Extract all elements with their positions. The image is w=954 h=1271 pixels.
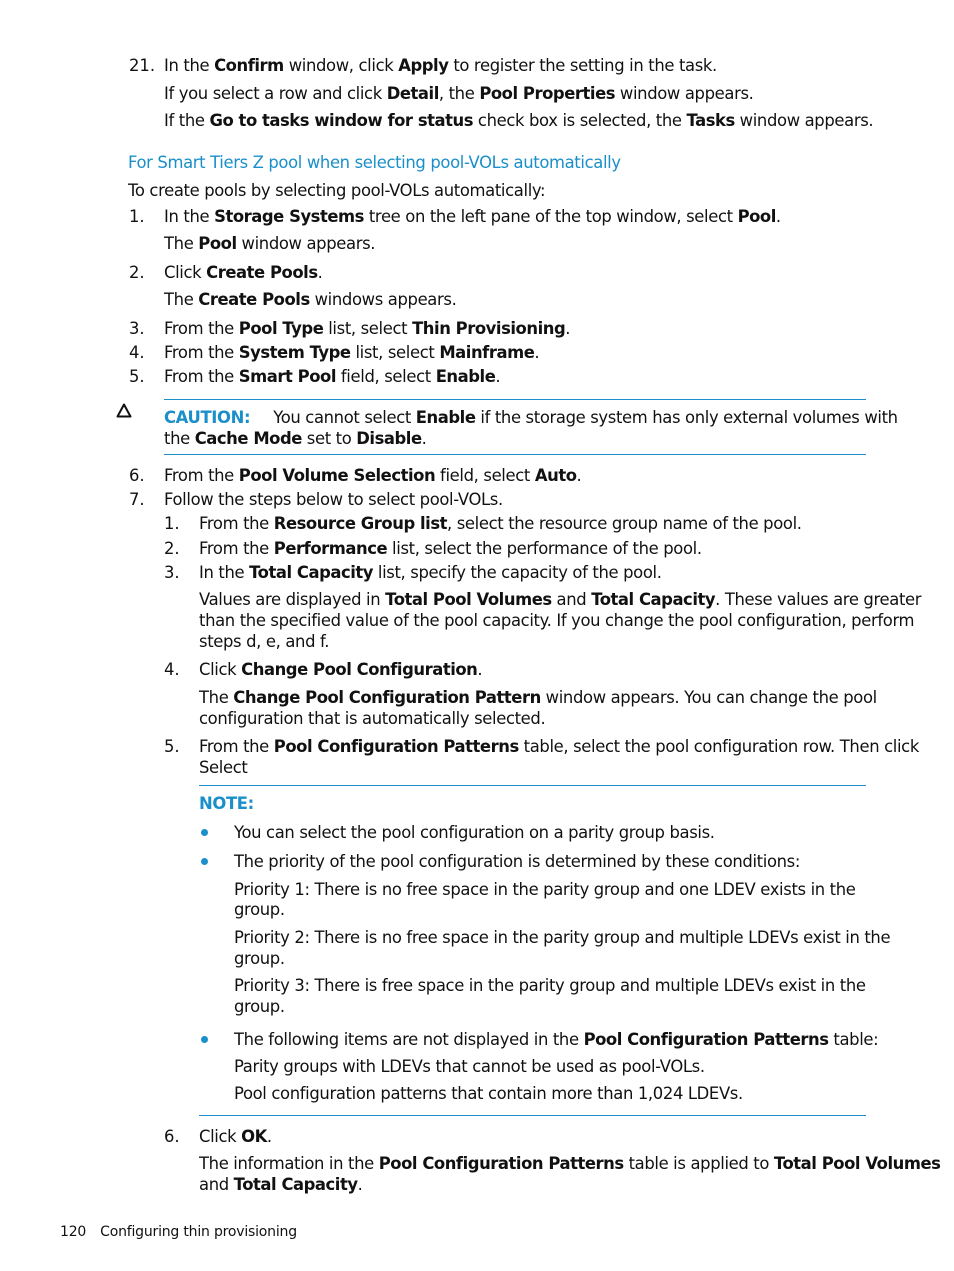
substep-number: 4. (164, 660, 180, 679)
step-21-detail-text: If you select a row and click Detail, the Pool Properties window appears. (164, 84, 754, 103)
note-bullet-3: The following items are not displayed in the Pool Configuration Patterns table: (234, 1030, 879, 1049)
substep-number: 6. (164, 1127, 180, 1146)
step-number: 3. (129, 319, 145, 338)
step-7-text: Follow the steps below to select pool-VOLs. (164, 490, 503, 509)
substep-6-para-line1: The information in the Pool Configuration Patterns table is applied to Total Pool Volumes (199, 1154, 941, 1173)
substep-number: 3. (164, 563, 180, 582)
substep-2-text: From the Performance list, select the performance of the pool. (199, 539, 702, 558)
step-number: 2. (129, 263, 145, 282)
note-top-rule (199, 785, 866, 786)
priority-3-line2: group. (234, 997, 285, 1016)
substep-number: 5. (164, 737, 180, 756)
step-number: 5. (129, 367, 145, 386)
substep-3-para-line3: steps d, e, and f. (199, 632, 330, 651)
page-number: 120 (60, 1224, 87, 1240)
substep-3-para-line2: than the specified value of the pool capacity. If you change the pool configuration, perform (199, 611, 915, 630)
priority-2-line1: Priority 2: There is no free space in the parity group and multiple LDEVs exist in the (234, 928, 891, 947)
step-4-text: From the System Type list, select Mainframe. (164, 343, 540, 362)
step-21-tasks-text: If the Go to tasks window for status check box is selected, the Tasks window appears. (164, 111, 874, 130)
substep-4-para-line1: The Change Pool Configuration Pattern window appears. You can change the pool (199, 688, 877, 707)
step-1-result: The Pool window appears. (164, 234, 376, 253)
step-5-text: From the Smart Pool field, select Enable. (164, 367, 501, 386)
substep-4-text: Click Change Pool Configuration. (199, 660, 483, 679)
priority-2-line2: group. (234, 949, 285, 968)
substep-4-para-line2: configuration that is automatically selected. (199, 709, 546, 728)
bullet-icon (201, 1036, 208, 1043)
note-bottom-rule (199, 1115, 866, 1116)
substep-number: 1. (164, 514, 180, 533)
note-bullet-2: The priority of the pool configuration is determined by these conditions: (234, 852, 801, 871)
caution-top-rule (164, 399, 866, 400)
caution-text: CAUTION: You cannot select Enable if the storage system has only external volumes with (164, 408, 898, 427)
bullet-icon (201, 829, 208, 836)
substep-3-text: In the Total Capacity list, specify the capacity of the pool. (199, 563, 662, 582)
section-intro: To create pools by selecting pool-VOLs automatically: (128, 181, 546, 200)
substep-5-text: From the Pool Configuration Patterns table, select the pool configuration row. Then click (199, 737, 919, 756)
caution-text-continued: the Cache Mode set to Disable. (164, 429, 427, 448)
step-number: 21. (129, 56, 156, 75)
priority-3-line1: Priority 3: There is free space in the parity group and multiple LDEVs exist in the (234, 976, 866, 995)
caution-triangle-icon (116, 403, 132, 418)
caution-label: CAUTION: (164, 408, 251, 427)
step-number: 4. (129, 343, 145, 362)
substep-number: 2. (164, 539, 180, 558)
section-heading: For Smart Tiers Z pool when selecting pool-VOLs automatically (128, 153, 621, 172)
page-footer (60, 1223, 297, 1241)
priority-1-line1: Priority 1: There is no free space in the parity group and one LDEV exists in the (234, 880, 856, 899)
step-3-text: From the Pool Type list, select Thin Provisioning. (164, 319, 571, 338)
substep-3-para-line1: Values are displayed in Total Pool Volumes and Total Capacity. These values are greater (199, 590, 922, 609)
step-1-text: In the Storage Systems tree on the left pane of the top window, select Pool. (164, 207, 781, 226)
step-number: 6. (129, 466, 145, 485)
step-number: 1. (129, 207, 145, 226)
step-2-result: The Create Pools windows appears. (164, 290, 457, 309)
step-21-text: In the Confirm window, click Apply to register the setting in the task. (164, 56, 717, 75)
note-bullet-1: You can select the pool configuration on a parity group basis. (234, 823, 715, 842)
caution-bottom-rule (164, 454, 866, 455)
priority-1-line2: group. (234, 900, 285, 919)
note-item-2: Pool configuration patterns that contain more than 1,024 LDEVs. (234, 1084, 743, 1103)
step-6-text: From the Pool Volume Selection field, select Auto. (164, 466, 582, 485)
bullet-icon (201, 858, 208, 865)
substep-6-text: Click OK. (199, 1127, 272, 1146)
step-number: 7. (129, 490, 145, 509)
substep-6-para-line2: and Total Capacity. (199, 1175, 363, 1194)
note-label: NOTE: (199, 794, 254, 813)
substep-5-text-continued: Select (199, 758, 248, 777)
substep-1-text: From the Resource Group list, select the resource group name of the pool. (199, 514, 802, 533)
step-2-text: Click Create Pools. (164, 263, 323, 282)
footer-title: Configuring thin provisioning (100, 1224, 297, 1240)
note-item-1: Parity groups with LDEVs that cannot be used as pool-VOLs. (234, 1057, 705, 1076)
